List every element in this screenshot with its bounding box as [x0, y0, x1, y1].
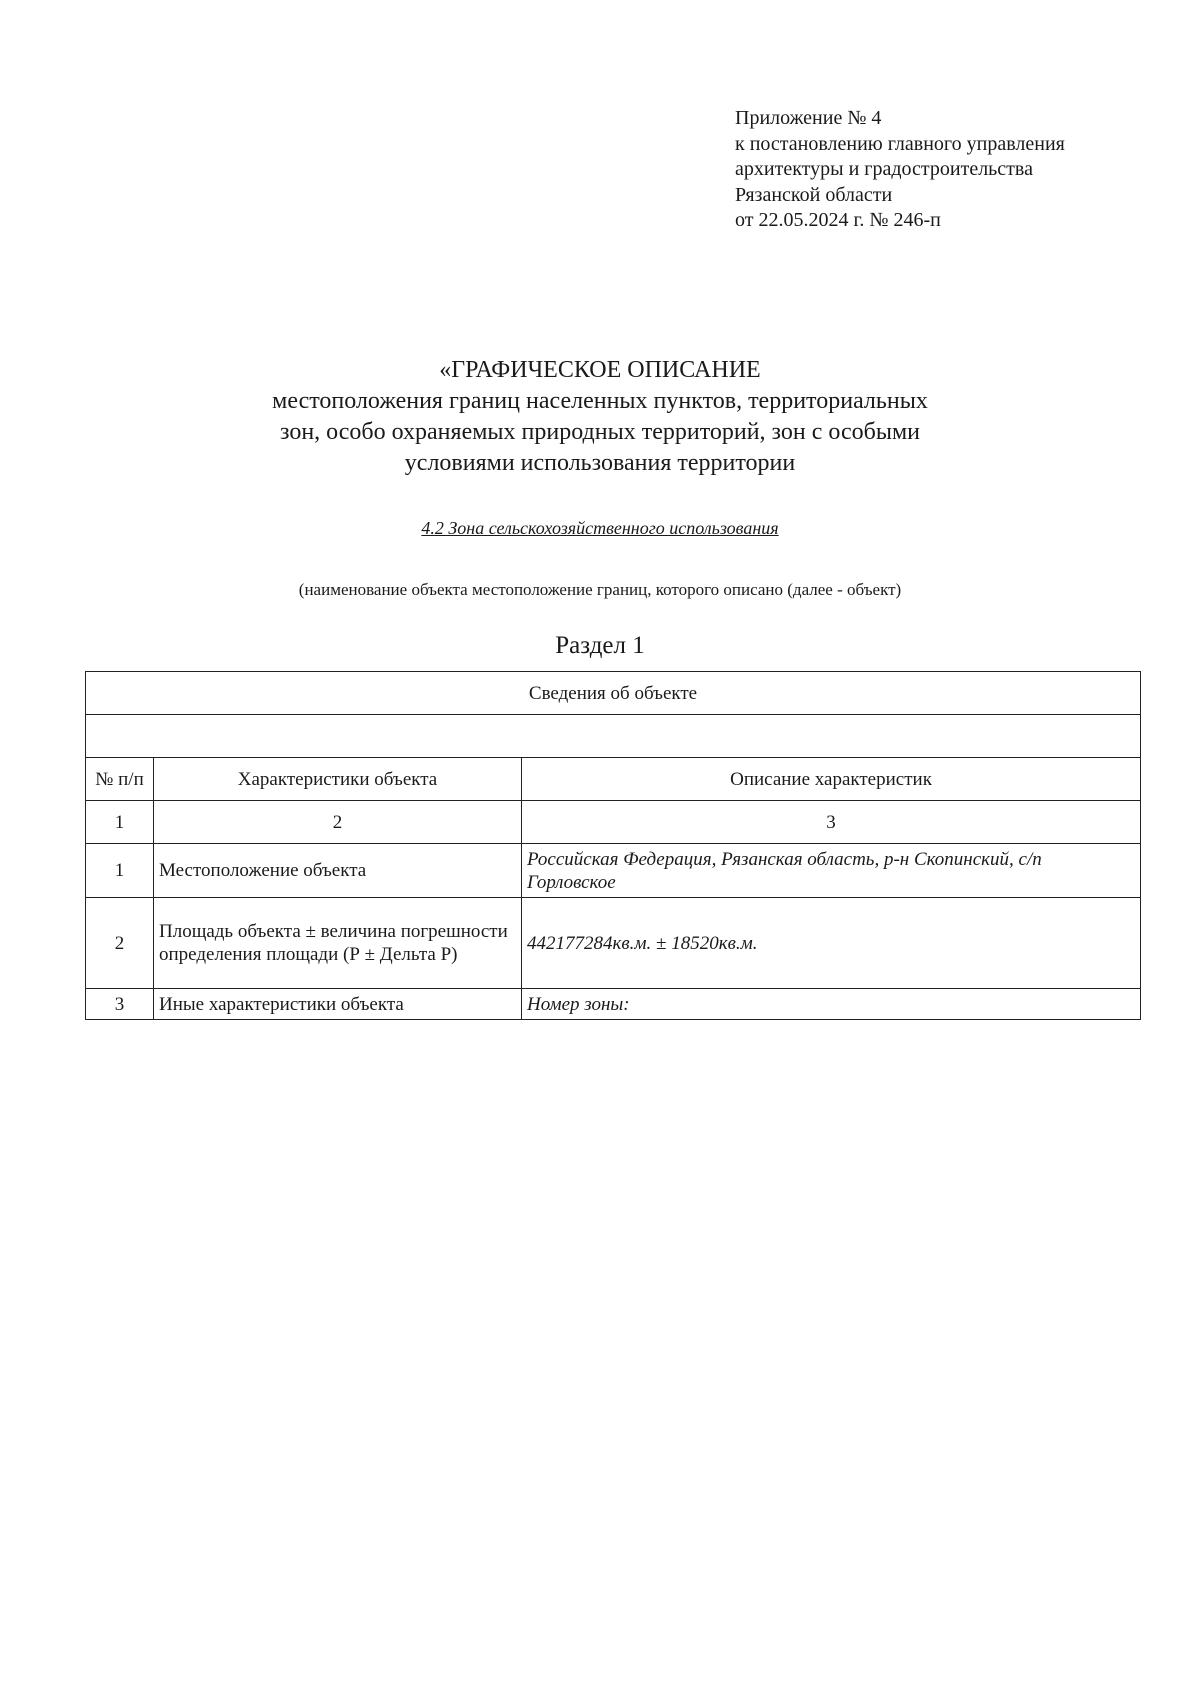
column-number: 3 — [522, 801, 1141, 844]
appendix-line: от 22.05.2024 г. № 246-п — [735, 209, 941, 231]
table-blank-row — [86, 715, 1141, 758]
column-header-description: Описание характеристик — [522, 758, 1141, 801]
row-description: Российская Федерация, Рязанская область, р-н Скопинский, с/п Горловское — [522, 844, 1141, 898]
table-row — [86, 989, 1141, 1020]
table-column-numbers-row — [86, 801, 1141, 844]
title-line: «ГРАФИЧЕСКОЕ ОПИСАНИЕ — [439, 357, 761, 383]
table-header: Сведения об объекте — [86, 672, 1141, 715]
row-characteristic: Иные характеристики объекта — [154, 989, 522, 1020]
section-title: Раздел 1 — [555, 632, 645, 659]
appendix-line: архитектуры и градостроительства — [735, 158, 1033, 180]
column-header-num: № п/п — [86, 758, 154, 801]
appendix-line: Приложение № 4 — [735, 107, 882, 129]
table-header-row — [86, 672, 1141, 715]
zone-caption: (наименование объекта местоположение границ, которого описано (далее - объект) — [298, 580, 902, 599]
table-row — [86, 898, 1141, 989]
appendix-line: к постановлению главного управления — [735, 132, 1065, 155]
table-row — [86, 844, 1141, 898]
title-line: условиями использования территории — [404, 450, 796, 476]
column-header-characteristic: Характеристики объекта — [154, 758, 522, 801]
table-columns-row — [86, 758, 1141, 801]
column-number: 2 — [154, 801, 522, 844]
appendix-note — [735, 106, 1065, 234]
column-number: 1 — [86, 801, 154, 844]
object-info-table — [85, 671, 1141, 1020]
zone-name: 4.2 Зона сельскохозяйственного использования — [421, 518, 779, 538]
row-description: Номер зоны: — [522, 989, 1141, 1020]
row-characteristic: Местоположение объекта — [154, 844, 522, 898]
row-description: 442177284кв.м. ± 18520кв.м. — [522, 898, 1141, 989]
title-line: зон, особо охраняемых природных территорий, зон с особыми — [279, 419, 921, 445]
appendix-line: Рязанской области — [735, 183, 893, 206]
row-num: 2 — [86, 898, 154, 989]
row-num: 3 — [86, 989, 154, 1020]
document-title — [0, 355, 1200, 479]
table-blank-cell — [86, 715, 1141, 758]
row-num: 1 — [86, 844, 154, 898]
row-characteristic: Площадь объекта ± величина погрешности определения площади (Р ± Дельта Р) — [154, 898, 522, 989]
title-line: местоположения границ населенных пунктов, территориальных — [272, 388, 928, 414]
